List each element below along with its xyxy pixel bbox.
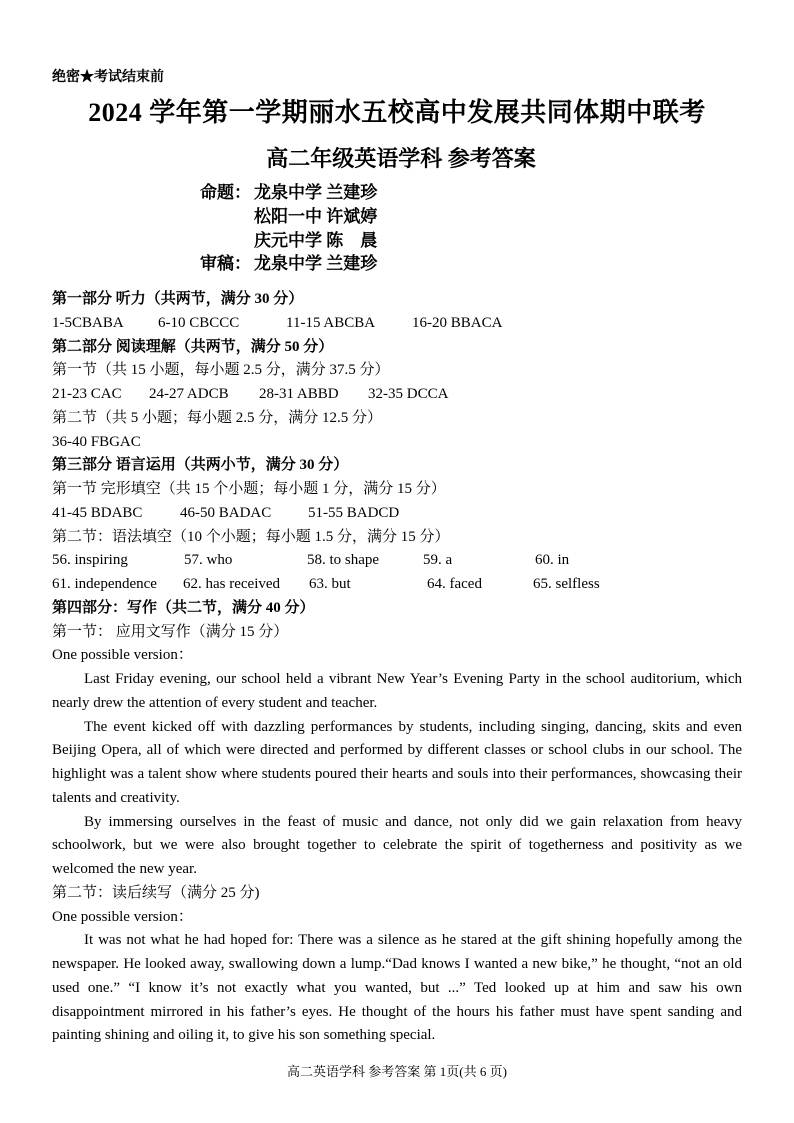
part2-answers1 [52,383,742,407]
answer-group: 32-35 DCCA [368,386,449,402]
essay2-paragraph: It was not what he had hoped for: There was a silence as he stared at the gift shining hopefully among the newspaper. He looked away, swallowing down a lump.“Dad knows I wanted a new bike,” he thought, “not an old used one.” “I know it’s not exactly what you wanted, but ...” Ted looked up at him and saw his own disappointment mirrored in his father’s eyes. He thought of the hours his father must have spent sanding and painting shining and oiling it, to give his son something special. [52,932,742,1044]
author-value: 庆元中学 陈 晨 [254,230,378,250]
author-row [200,181,377,205]
confidential-label: 绝密★考试结束前 [52,70,164,85]
answer-group: 51-55 BADCD [308,504,400,521]
author-label [200,229,254,253]
part2-section2: 第二节（共 5 小题；每小题 2.5 分，满分 12.5 分） [52,409,383,426]
grammar-answer: 56. inspiring [52,552,128,569]
part3-answers1 [52,502,742,526]
grammar-answer: 59. a [423,552,453,569]
answer-group: 21-23 CAC [52,386,122,402]
answer-group: 24-27 ADCB [149,386,229,402]
answer-group: 28-31 ABBD [259,386,339,402]
essay1-paragraph: By immersing ourselves in the feast of music and dance, not only did we gain relaxation from heavy schoolwork, but we were also brought together to celebrate the spirit of togetherness and positivity as we welcomed the new year. [52,813,742,877]
author-row [200,252,377,276]
author-value: 松阳一中 许斌婷 [254,206,378,226]
essay1-paragraph: Last Friday evening, our school held a vibrant New Year’s Evening Party in the school auditorium, which nearly drew the attention of every student and teacher. [52,671,742,711]
grammar-answer: 63. but [309,576,351,592]
part2-heading: 第二部分 阅读理解（共两节，满分 50 分） [52,338,334,355]
answer-group: 11-15 ABCBA [286,314,376,331]
grammar-answer: 58. to shape [307,552,380,569]
author-value: 龙泉中学 兰建珍 [254,183,378,202]
grammar-answer: 65. selfless [533,576,600,592]
grammar-answer: 61. independence [52,576,157,592]
document-title: 2024 学年第一学期丽水五校高中发展共同体期中联考 [88,98,706,127]
answer-group: 6-10 CBCCC [158,314,240,331]
document-body [52,288,742,1048]
part4-heading: 第四部分：写作（共二节，满分 40 分） [52,599,315,616]
part3-section1: 第一节 完形填空（共 15 个小题；每小题 1 分，满分 15 分） [52,481,446,497]
grammar-answer: 57. who [184,552,233,569]
part1-answers [52,312,742,336]
grammar-answers-row1 [52,549,742,573]
grammar-answer: 64. faced [427,576,482,592]
author-value: 龙泉中学 兰建珍 [254,254,378,274]
part4-section2: 第二节：读后续写（满分 25 分) [52,884,260,901]
part3-heading: 第三部分 语言运用（共两小节，满分 30 分） [52,457,349,474]
author-label: 审稿： [200,254,251,274]
author-row [200,205,377,229]
answer-group: 16-20 BBACA [412,314,503,331]
authors-block [200,181,377,276]
grammar-answer: 60. in [535,552,570,569]
answer-group: 41-45 BDABC [52,504,143,521]
page-footer: 高二英语学科 参考答案 第 1页(共 6 页) [287,1064,507,1079]
author-label [200,205,254,229]
part1-heading: 第一部分 听力（共两节，满分 30 分） [52,291,304,307]
answer-group: 46-50 BADAC [180,504,272,521]
part3-section2: 第二节：语法填空（10 个小题；每小题 1.5 分，满分 15 分） [52,528,450,545]
grammar-answers-row2 [52,573,742,597]
part2-section1: 第一节（共 15 小题，每小题 2.5 分，满分 37.5 分） [52,362,390,379]
author-label: 命题： [200,183,251,202]
document-subtitle: 高二年级英语学科 参考答案 [266,146,536,171]
grammar-answer: 62. has received [183,576,281,592]
answer-group: 1-5CBABA [52,314,124,331]
part4-section1: 第一节： 应用文写作（满分 15 分） [52,623,289,640]
part2-answers2: 36-40 FBGAC [52,433,141,450]
version-label: One possible version： [52,647,193,664]
version-label: One possible version： [52,908,193,925]
essay1-paragraph: The event kicked off with dazzling performances by students, including singing, dancing, skits and even Beijing Opera, all of which were directed and performed by different classes or school clubs in our school. The highlight was a talent show where students poured their hearts and souls into their performances, showcasing their talents and creativity. [52,718,742,806]
author-row [200,229,377,253]
